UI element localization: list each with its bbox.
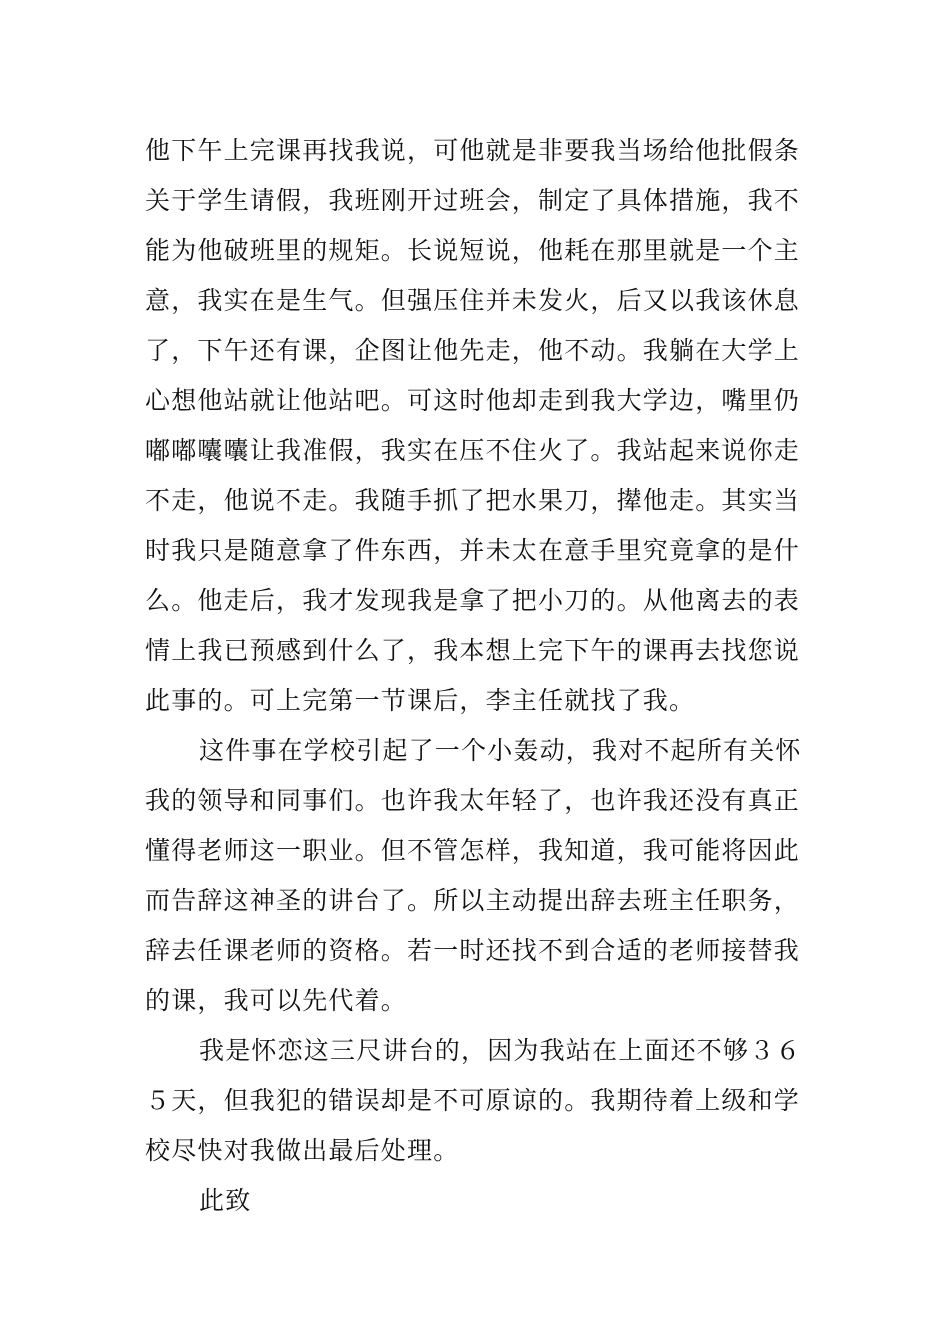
text-line: 情上我已预感到什么了，我本想上完下午的课再去找您说 xyxy=(145,636,801,665)
text-line: 意，我实在是生气。但强压住并未发火，后又以我该休息 xyxy=(145,286,801,315)
text-line: 校尽快对我做出最后处理。 xyxy=(145,1136,460,1165)
text-line: 不走，他说不走。我随手抓了把水果刀，撵他走。其实当 xyxy=(145,486,801,515)
text-line: 时我只是随意拿了件东西，并未太在意手里究竟拿的是什 xyxy=(145,536,801,565)
document-body xyxy=(145,126,825,1226)
text-line: 辞去任课老师的资格。若一时还找不到合适的老师接替我 xyxy=(145,936,801,965)
text-line: 我的领导和同事们。也许我太年轻了，也许我还没有真正 xyxy=(145,786,801,815)
text-line: 嘟嘟囔囔让我准假，我实在压不住火了。我站起来说你走 xyxy=(145,436,801,465)
text-line: 我是怀恋这三尺讲台的，因为我站在上面还不够３６ xyxy=(199,1036,802,1065)
paragraph-2 xyxy=(145,726,825,1026)
text-line: 能为他破班里的规矩。长说短说，他耗在那里就是一个主 xyxy=(145,236,801,265)
text-line: 此事的。可上完第一节课后，李主任就找了我。 xyxy=(145,686,696,715)
paragraph-3 xyxy=(145,1026,825,1176)
text-line: 么。他走后，我才发现我是拿了把小刀的。从他离去的表 xyxy=(145,586,801,615)
text-line: ５天，但我犯的错误却是不可原谅的。我期待着上级和学 xyxy=(145,1086,801,1115)
text-line: 而告辞这神圣的讲台了。所以主动提出辞去班主任职务， xyxy=(145,886,801,915)
paragraph-closing xyxy=(145,1176,825,1226)
text-line: 懂得老师这一职业。但不管怎样，我知道，我可能将因此 xyxy=(145,836,801,865)
text-line: 他下午上完课再找我说，可他就是非要我当场给他批假条 xyxy=(145,136,801,165)
text-line: 的课，我可以先代着。 xyxy=(145,986,408,1015)
text-line: 心想他站就让他站吧。可这时他却走到我大学边，嘴里仍 xyxy=(145,386,801,415)
text-line: 了，下午还有课，企图让他先走，他不动。我躺在大学上 xyxy=(145,336,801,365)
paragraph-1 xyxy=(145,126,825,726)
closing-salutation: 此致 xyxy=(199,1186,252,1215)
text-line: 这件事在学校引起了一个小轰动，我对不起所有关怀 xyxy=(199,736,802,765)
text-line: 关于学生请假，我班刚开过班会，制定了具体措施，我不 xyxy=(145,186,801,215)
